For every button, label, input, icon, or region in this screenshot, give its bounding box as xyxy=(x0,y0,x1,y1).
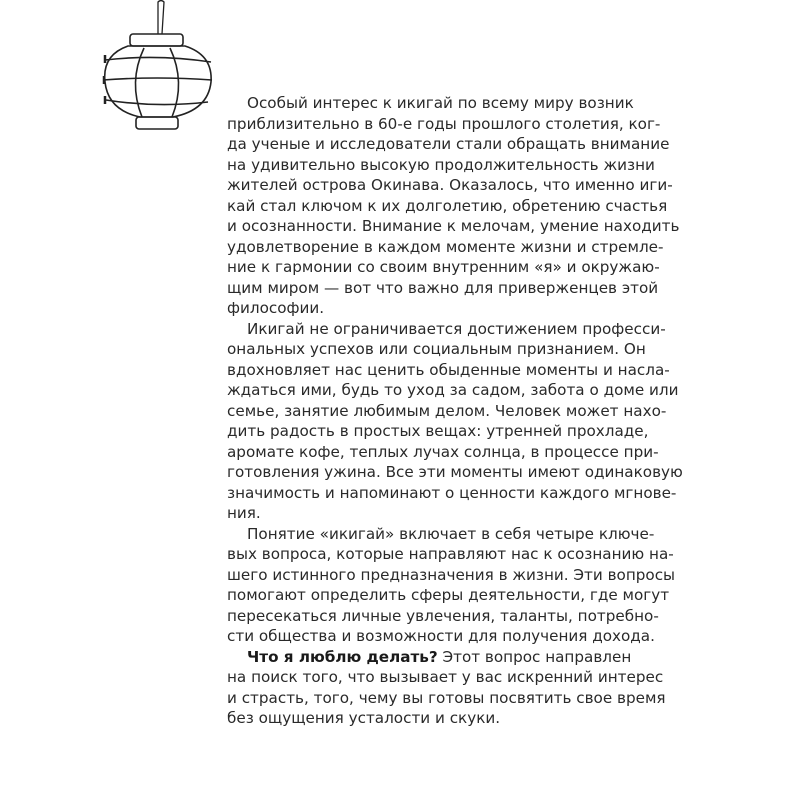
text-line: пересекаться личные увлечения, таланты, потребно- xyxy=(227,606,659,625)
text-line: семье, занятие любимым делом. Человек может нахо- xyxy=(227,401,667,420)
text-line: щим миром — вот что важно для приверженцев этой xyxy=(227,278,659,297)
text-line: шего истинного предназначения в жизни. Эти вопросы xyxy=(227,565,676,584)
text-line: аромате кофе, теплых лучах солнца, в процессе при- xyxy=(227,442,659,461)
text-line: философии. xyxy=(227,299,325,317)
text-line: приблизительно в 60-е годы прошлого столетия, ког- xyxy=(227,114,661,133)
question-heading: Что я люблю делать? xyxy=(247,647,438,666)
text-line: на удивительно высокую продолжительность жизни xyxy=(227,155,655,174)
text-line: дить радость в простых вещах: утренней прохладе, xyxy=(227,422,649,440)
text-line: Понятие «икигай» включает в себя четыре ключе- xyxy=(247,524,655,543)
text-line: значимость и напоминают о ценности каждого мгнове- xyxy=(227,483,677,502)
text-line: кай стал ключом к их долголетию, обретению счастья xyxy=(227,196,668,215)
text-line: на поиск того, что вызывает у вас искренний интерес xyxy=(227,668,664,686)
lantern-icon xyxy=(100,0,230,140)
text-line: помогают определить сферы деятельности, где могут xyxy=(227,586,670,604)
text-line: ния. xyxy=(227,504,261,522)
text-line: да ученые и исследователи стали обращать внимание xyxy=(227,135,670,153)
text-line: ние к гармонии со своим внутренним «я» и окружаю- xyxy=(227,258,660,276)
lantern-illustration xyxy=(100,0,230,140)
text-line: сти общества и возможности для получения дохода. xyxy=(227,627,655,645)
text-line: Икигай не ограничивается достижением професси- xyxy=(247,319,666,338)
paragraph-4 xyxy=(227,647,666,729)
text-line: без ощущения усталости и скуки. xyxy=(227,709,501,727)
text-line: готовления ужина. Все эти моменты имеют одинаковую xyxy=(227,463,683,481)
paragraph-3 xyxy=(227,524,676,647)
text-line: и осознанности. Внимание к мелочам, умение находить xyxy=(227,217,680,235)
text-line: ждаться ими, будь то уход за садом, забота о доме или xyxy=(227,381,679,399)
text-line: ональных успехов или социальным признанием. Он xyxy=(227,340,646,358)
text-line: удовлетворение в каждом моменте жизни и стремле- xyxy=(227,237,664,256)
text-line: Особый интерес к икигай по всему миру возник xyxy=(247,94,634,112)
text-line: и страсть, того, чему вы готовы посвятить свое время xyxy=(227,688,666,707)
text-line: жителей острова Окинава. Оказалось, что именно иги- xyxy=(227,176,673,194)
paragraph-1 xyxy=(227,93,680,319)
body-text xyxy=(227,93,683,729)
paragraph-2 xyxy=(227,319,683,524)
text-line: Что я люблю делать? Этот вопрос направлен xyxy=(247,647,632,666)
text-line: вдохновляет нас ценить обыденные моменты и насла- xyxy=(227,360,670,379)
text-line: вых вопроса, которые направляют нас к осознанию на- xyxy=(227,545,674,563)
